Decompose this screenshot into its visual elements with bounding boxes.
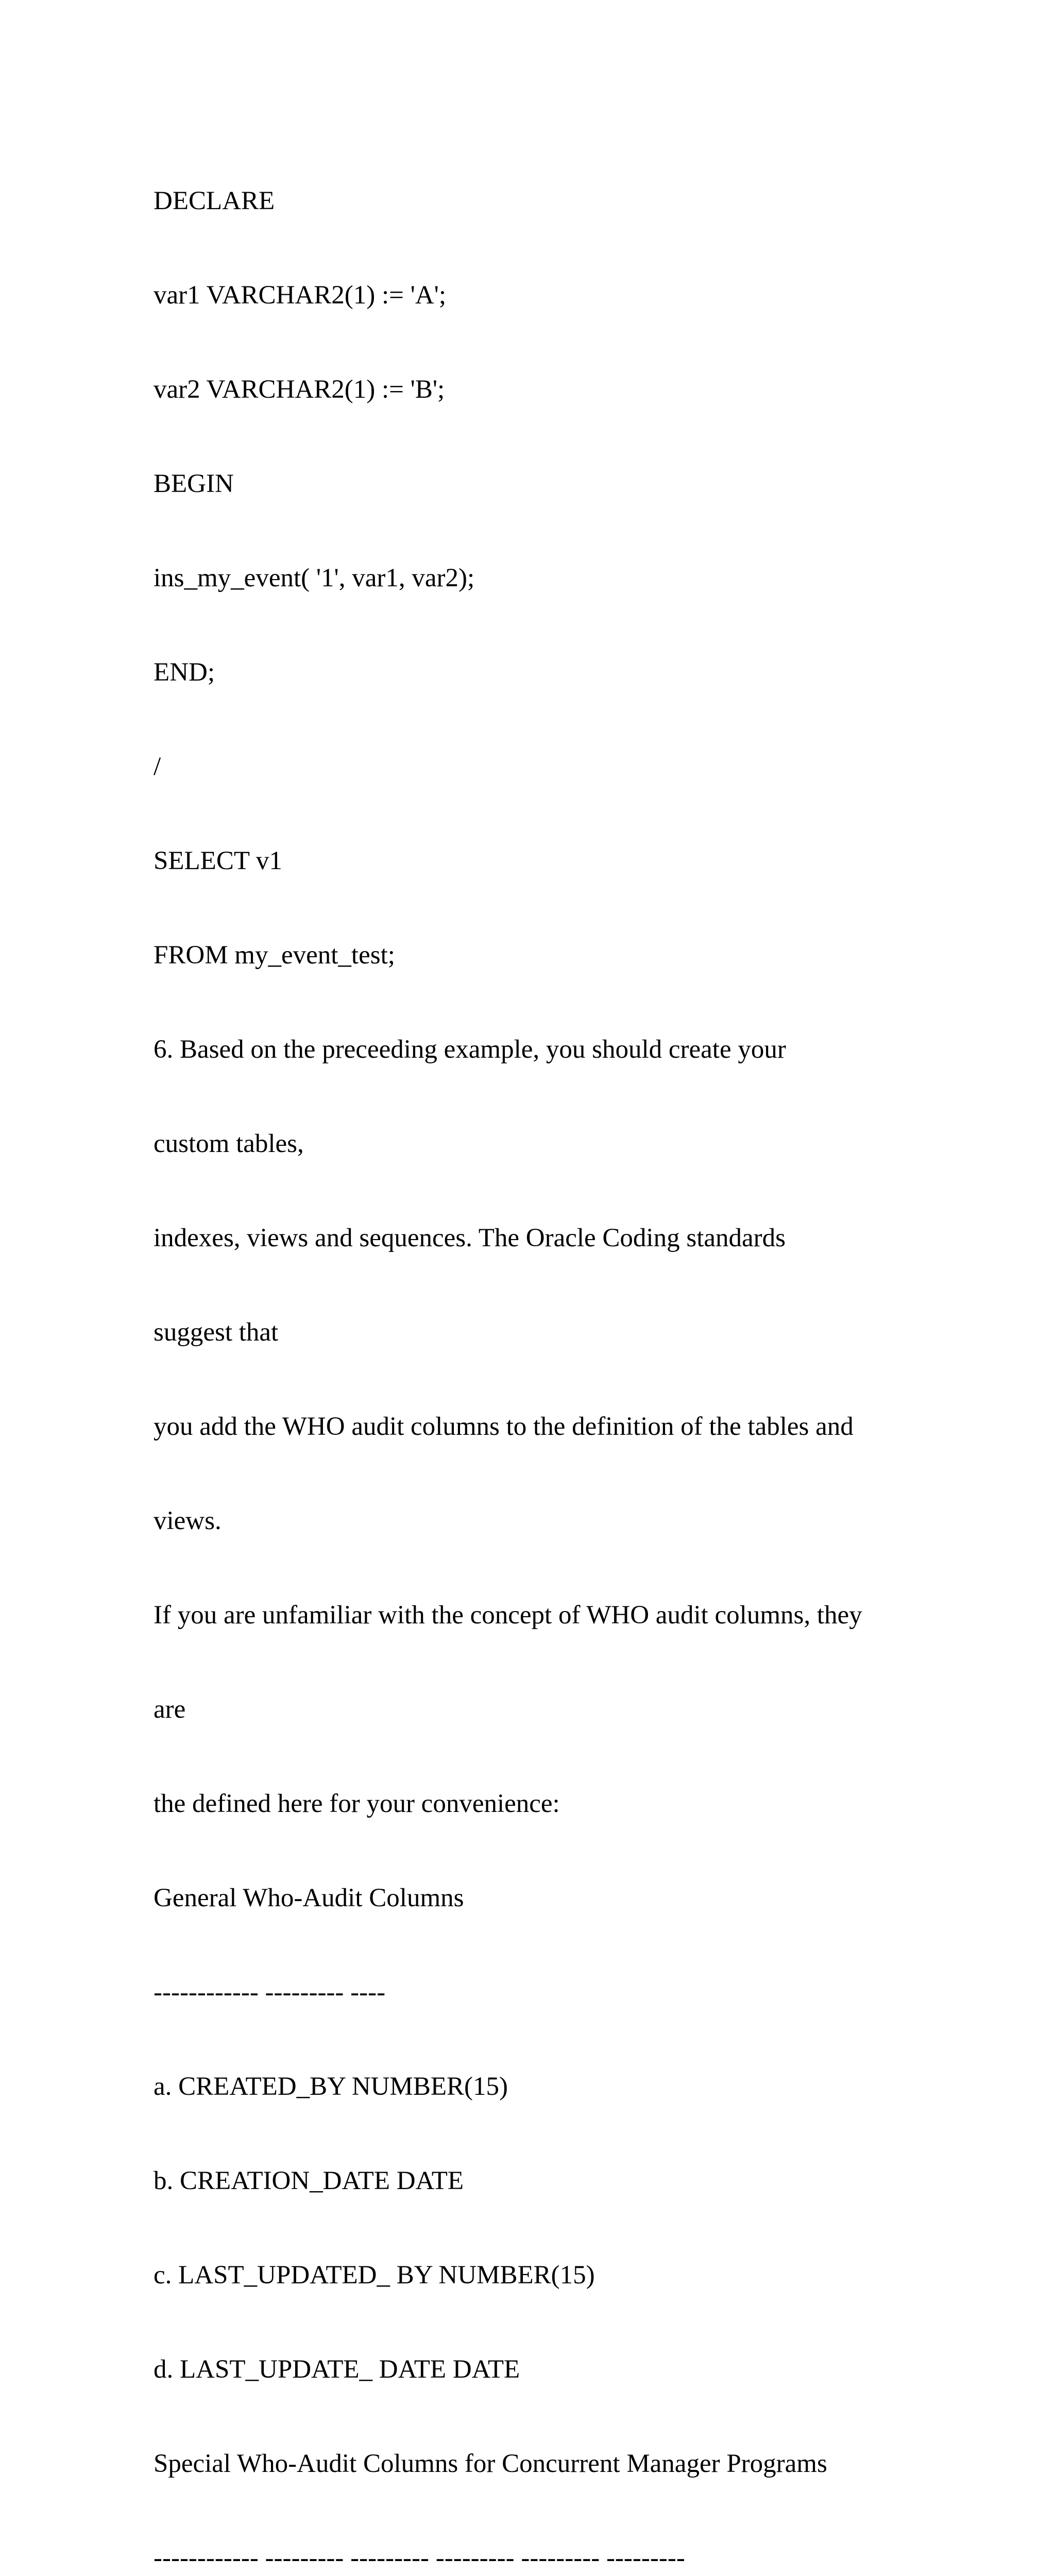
document-body [154,123,957,2576]
column-item: d. LAST_UPDATE_ DATE DATE [154,2355,520,2384]
section-heading-general: General Who-Audit Columns [154,1884,464,1912]
code-line-var1: var1 VARCHAR2(1) := 'A'; [154,281,447,310]
paragraph-line: 6. Based on the preceeding example, you should create your [154,1035,786,1064]
paragraph-line: suggest that [154,1318,279,1347]
paragraph-line: are [154,1695,186,1724]
column-item: a. CREATED_BY NUMBER(15) [154,2072,508,2101]
code-line-select: SELECT v1 [154,846,282,875]
paragraph-line: custom tables, [154,1129,304,1158]
paragraph-line: you add the WHO audit columns to the definition of the tables and [154,1412,854,1441]
section-heading-special: Special Who-Audit Columns for Concurrent Manager Programs [154,2449,827,2478]
code-line-from: FROM my_event_test; [154,941,395,970]
code-line-declare: DECLARE [154,187,275,215]
column-item: b. CREATION_DATE DATE [154,2166,464,2195]
paragraph-line: If you are unfamiliar with the concept of WHO audit columns, they [154,1601,862,1630]
paragraph-line: views. [154,1506,222,1535]
code-line-end: END; [154,658,215,687]
code-line-call: ins_my_event( '1', var1, var2); [154,564,475,592]
code-line-var2: var2 VARCHAR2(1) := 'B'; [154,375,445,404]
code-line-begin: BEGIN [154,469,234,498]
code-line-slash: / [154,752,161,781]
column-item: c. LAST_UPDATED_ BY NUMBER(15) [154,2261,595,2290]
separator-line: ------------ --------- --------- --------- --------- --------- [154,2544,685,2572]
separator-line: ------------ --------- ---- [154,1978,386,2007]
paragraph-line: the defined here for your convenience: [154,1789,560,1818]
paragraph-line: indexes, views and sequences. The Oracle Coding standards [154,1224,786,1252]
